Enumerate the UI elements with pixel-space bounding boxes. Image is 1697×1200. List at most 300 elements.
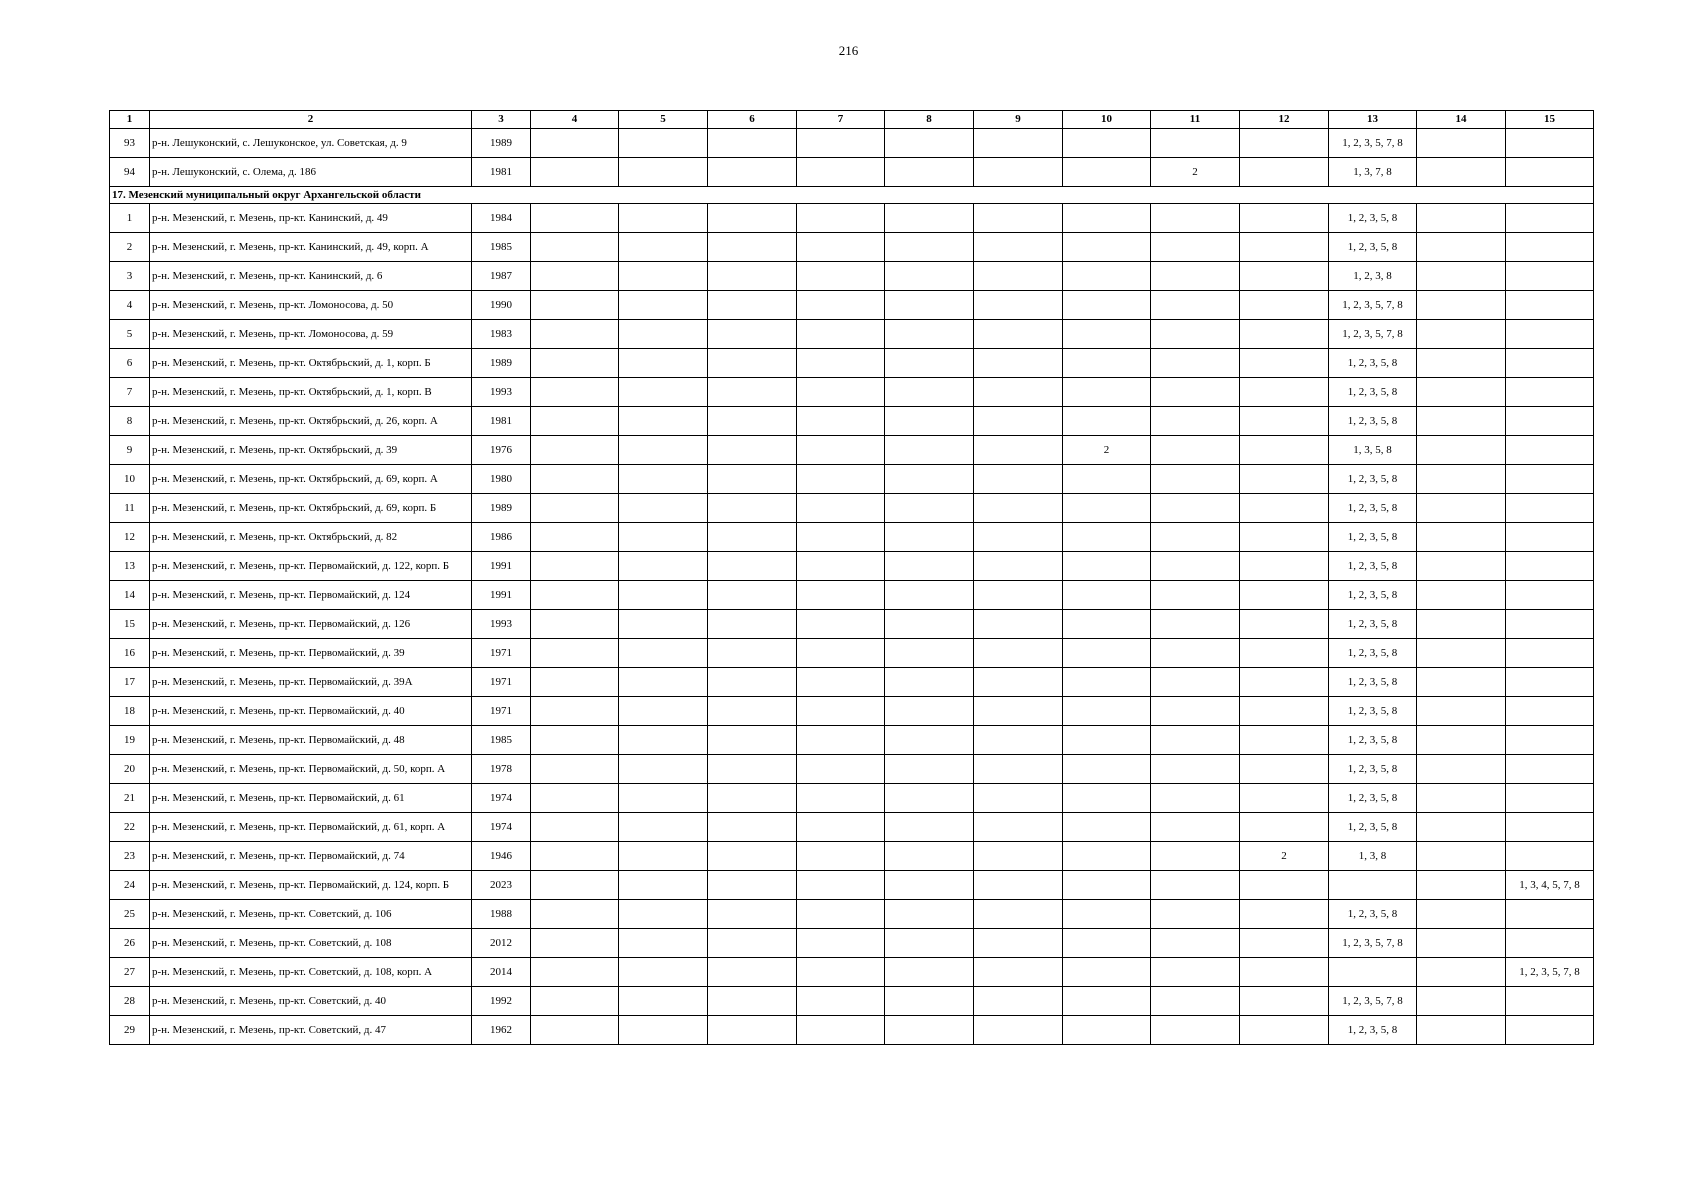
address-cell: р-н. Мезенский, г. Мезень, пр-кт. Первомайский, д. 50, корп. А: [150, 755, 472, 784]
year-cell: 1971: [472, 639, 531, 668]
col-8-cell: [885, 929, 974, 958]
col-13-cell: 1, 2, 3, 5, 8: [1329, 697, 1417, 726]
row-number: 2: [110, 233, 150, 262]
table-row: [110, 929, 1594, 958]
col-11-cell: [1151, 552, 1240, 581]
col-10-cell: [1063, 900, 1151, 929]
col-15-cell: [1506, 291, 1594, 320]
col-5-cell: [619, 1016, 708, 1045]
col-12-cell: [1240, 639, 1329, 668]
col-13-cell: 1, 2, 3, 5, 8: [1329, 1016, 1417, 1045]
col-13-cell: [1329, 958, 1417, 987]
row-number: 9: [110, 436, 150, 465]
col-11-cell: [1151, 320, 1240, 349]
column-header-9: 9: [974, 111, 1063, 129]
col-13-cell: 1, 2, 3, 5, 8: [1329, 610, 1417, 639]
address-cell: р-н. Мезенский, г. Мезень, пр-кт. Первомайский, д. 39: [150, 639, 472, 668]
col-8-cell: [885, 755, 974, 784]
col-9-cell: [974, 233, 1063, 262]
col-5-cell: [619, 523, 708, 552]
col-14-cell: [1417, 233, 1506, 262]
col-6-cell: [708, 958, 797, 987]
col-15-cell: [1506, 349, 1594, 378]
year-cell: 1986: [472, 523, 531, 552]
col-11-cell: [1151, 1016, 1240, 1045]
col-14-cell: [1417, 639, 1506, 668]
table-row: [110, 204, 1594, 233]
col-5-cell: [619, 726, 708, 755]
col-5-cell: [619, 291, 708, 320]
col-6-cell: [708, 465, 797, 494]
col-14-cell: [1417, 610, 1506, 639]
address-cell: р-н. Мезенский, г. Мезень, пр-кт. Первомайский, д. 39А: [150, 668, 472, 697]
table-row: [110, 465, 1594, 494]
col-6-cell: [708, 158, 797, 187]
col-13-cell: 1, 3, 5, 8: [1329, 436, 1417, 465]
col-4-cell: [531, 158, 619, 187]
col-6-cell: [708, 523, 797, 552]
address-cell: р-н. Мезенский, г. Мезень, пр-кт. Первомайский, д. 122, корп. Б: [150, 552, 472, 581]
col-15-cell: [1506, 668, 1594, 697]
col-7-cell: [797, 1016, 885, 1045]
address-cell: р-н. Мезенский, г. Мезень, пр-кт. Советский, д. 108: [150, 929, 472, 958]
col-14-cell: [1417, 958, 1506, 987]
col-7-cell: [797, 436, 885, 465]
col-8-cell: [885, 958, 974, 987]
col-9-cell: [974, 755, 1063, 784]
col-14-cell: [1417, 871, 1506, 900]
address-cell: р-н. Мезенский, г. Мезень, пр-кт. Первомайский, д. 124, корп. Б: [150, 871, 472, 900]
year-cell: 1990: [472, 291, 531, 320]
col-13-cell: 1, 2, 3, 5, 8: [1329, 378, 1417, 407]
col-4-cell: [531, 668, 619, 697]
col-7-cell: [797, 726, 885, 755]
col-6-cell: [708, 1016, 797, 1045]
col-12-cell: [1240, 610, 1329, 639]
col-8-cell: [885, 987, 974, 1016]
col-10-cell: [1063, 233, 1151, 262]
col-13-cell: 1, 2, 3, 5, 7, 8: [1329, 291, 1417, 320]
col-15-cell: [1506, 929, 1594, 958]
col-10-cell: [1063, 871, 1151, 900]
col-6-cell: [708, 871, 797, 900]
row-number: 21: [110, 784, 150, 813]
col-5-cell: [619, 900, 708, 929]
year-cell: 1974: [472, 784, 531, 813]
row-number: 94: [110, 158, 150, 187]
col-11-cell: [1151, 523, 1240, 552]
col-15-cell: [1506, 378, 1594, 407]
col-4-cell: [531, 262, 619, 291]
col-14-cell: [1417, 407, 1506, 436]
table-row: [110, 262, 1594, 291]
col-11-cell: [1151, 726, 1240, 755]
year-cell: 1978: [472, 755, 531, 784]
address-cell: р-н. Мезенский, г. Мезень, пр-кт. Первомайский, д. 124: [150, 581, 472, 610]
col-15-cell: [1506, 233, 1594, 262]
col-4-cell: [531, 494, 619, 523]
col-4-cell: [531, 465, 619, 494]
col-8-cell: [885, 407, 974, 436]
year-cell: 1981: [472, 158, 531, 187]
col-14-cell: [1417, 291, 1506, 320]
col-14-cell: [1417, 465, 1506, 494]
col-10-cell: [1063, 523, 1151, 552]
column-header-5: 5: [619, 111, 708, 129]
col-13-cell: 1, 2, 3, 5, 8: [1329, 233, 1417, 262]
col-13-cell: 1, 2, 3, 5, 7, 8: [1329, 987, 1417, 1016]
col-12-cell: [1240, 784, 1329, 813]
col-12-cell: [1240, 523, 1329, 552]
col-12-cell: [1240, 436, 1329, 465]
col-15-cell: [1506, 842, 1594, 871]
table-row: [110, 987, 1594, 1016]
col-11-cell: [1151, 755, 1240, 784]
col-7-cell: [797, 697, 885, 726]
table-row: [110, 726, 1594, 755]
col-10-cell: [1063, 552, 1151, 581]
col-9-cell: [974, 813, 1063, 842]
col-9-cell: [974, 204, 1063, 233]
col-9-cell: [974, 407, 1063, 436]
row-number: 8: [110, 407, 150, 436]
col-5-cell: [619, 552, 708, 581]
row-number: 18: [110, 697, 150, 726]
col-9-cell: [974, 900, 1063, 929]
row-number: 28: [110, 987, 150, 1016]
col-7-cell: [797, 958, 885, 987]
col-14-cell: [1417, 552, 1506, 581]
row-number: 19: [110, 726, 150, 755]
col-8-cell: [885, 552, 974, 581]
table-row: [110, 291, 1594, 320]
table-row: [110, 494, 1594, 523]
table-row: [110, 958, 1594, 987]
col-11-cell: [1151, 291, 1240, 320]
row-number: 17: [110, 668, 150, 697]
col-9-cell: [974, 581, 1063, 610]
col-9-cell: [974, 639, 1063, 668]
column-header-7: 7: [797, 111, 885, 129]
col-5-cell: [619, 349, 708, 378]
col-7-cell: [797, 813, 885, 842]
col-5-cell: [619, 407, 708, 436]
table-row: [110, 668, 1594, 697]
column-header-3: 3: [472, 111, 531, 129]
col-10-cell: [1063, 784, 1151, 813]
col-4-cell: [531, 871, 619, 900]
col-15-cell: [1506, 436, 1594, 465]
col-13-cell: 1, 2, 3, 5, 8: [1329, 494, 1417, 523]
col-4-cell: [531, 407, 619, 436]
col-11-cell: [1151, 436, 1240, 465]
col-5-cell: [619, 842, 708, 871]
col-4-cell: [531, 349, 619, 378]
col-10-cell: [1063, 813, 1151, 842]
col-12-cell: [1240, 349, 1329, 378]
col-8-cell: [885, 378, 974, 407]
address-cell: р-н. Мезенский, г. Мезень, пр-кт. Октябрьский, д. 39: [150, 436, 472, 465]
col-15-cell: [1506, 900, 1594, 929]
col-14-cell: [1417, 129, 1506, 158]
col-9-cell: [974, 987, 1063, 1016]
col-4-cell: [531, 929, 619, 958]
col-11-cell: [1151, 639, 1240, 668]
address-cell: р-н. Мезенский, г. Мезень, пр-кт. Первомайский, д. 48: [150, 726, 472, 755]
col-15-cell: [1506, 204, 1594, 233]
col-8-cell: [885, 494, 974, 523]
col-8-cell: [885, 465, 974, 494]
table-row: [110, 552, 1594, 581]
row-number: 26: [110, 929, 150, 958]
row-number: 15: [110, 610, 150, 639]
col-13-cell: 1, 2, 3, 5, 8: [1329, 639, 1417, 668]
col-12-cell: [1240, 929, 1329, 958]
col-7-cell: [797, 204, 885, 233]
row-number: 29: [110, 1016, 150, 1045]
col-5-cell: [619, 158, 708, 187]
col-7-cell: [797, 320, 885, 349]
col-4-cell: [531, 552, 619, 581]
row-number: 14: [110, 581, 150, 610]
col-8-cell: [885, 523, 974, 552]
address-cell: р-н. Мезенский, г. Мезень, пр-кт. Советский, д. 40: [150, 987, 472, 1016]
col-12-cell: [1240, 291, 1329, 320]
col-12-cell: [1240, 987, 1329, 1016]
col-11-cell: [1151, 813, 1240, 842]
col-5-cell: [619, 929, 708, 958]
table-body: [110, 129, 1594, 1045]
address-cell: р-н. Лешуконский, с. Лешуконское, ул. Советская, д. 9: [150, 129, 472, 158]
col-12-cell: [1240, 581, 1329, 610]
address-cell: р-н. Мезенский, г. Мезень, пр-кт. Октябрьский, д. 69, корп. А: [150, 465, 472, 494]
col-5-cell: [619, 129, 708, 158]
col-11-cell: [1151, 668, 1240, 697]
table-row: [110, 320, 1594, 349]
col-11-cell: [1151, 697, 1240, 726]
col-10-cell: [1063, 407, 1151, 436]
year-cell: 1980: [472, 465, 531, 494]
col-6-cell: [708, 494, 797, 523]
col-12-cell: [1240, 158, 1329, 187]
col-6-cell: [708, 291, 797, 320]
col-11-cell: [1151, 378, 1240, 407]
col-13-cell: 1, 2, 3, 5, 8: [1329, 900, 1417, 929]
col-8-cell: [885, 233, 974, 262]
row-number: 27: [110, 958, 150, 987]
col-15-cell: [1506, 407, 1594, 436]
col-9-cell: [974, 158, 1063, 187]
col-9-cell: [974, 436, 1063, 465]
col-10-cell: [1063, 158, 1151, 187]
col-13-cell: 1, 2, 3, 5, 8: [1329, 407, 1417, 436]
table-row: [110, 233, 1594, 262]
col-5-cell: [619, 639, 708, 668]
col-10-cell: [1063, 320, 1151, 349]
col-6-cell: [708, 639, 797, 668]
col-11-cell: [1151, 900, 1240, 929]
row-number: 4: [110, 291, 150, 320]
col-12-cell: [1240, 378, 1329, 407]
col-12-cell: [1240, 697, 1329, 726]
col-8-cell: [885, 639, 974, 668]
table-row: [110, 784, 1594, 813]
col-12-cell: [1240, 494, 1329, 523]
col-8-cell: [885, 436, 974, 465]
col-12-cell: [1240, 726, 1329, 755]
col-8-cell: [885, 610, 974, 639]
col-10-cell: [1063, 378, 1151, 407]
year-cell: 2012: [472, 929, 531, 958]
column-header-6: 6: [708, 111, 797, 129]
col-14-cell: [1417, 784, 1506, 813]
col-7-cell: [797, 842, 885, 871]
col-11-cell: [1151, 871, 1240, 900]
column-header-15: 15: [1506, 111, 1594, 129]
col-4-cell: [531, 581, 619, 610]
col-6-cell: [708, 349, 797, 378]
col-6-cell: [708, 581, 797, 610]
col-12-cell: [1240, 900, 1329, 929]
col-6-cell: [708, 929, 797, 958]
col-4-cell: [531, 726, 619, 755]
col-9-cell: [974, 1016, 1063, 1045]
col-6-cell: [708, 233, 797, 262]
col-6-cell: [708, 697, 797, 726]
col-5-cell: [619, 987, 708, 1016]
address-cell: р-н. Мезенский, г. Мезень, пр-кт. Канинский, д. 6: [150, 262, 472, 291]
col-6-cell: [708, 407, 797, 436]
col-12-cell: [1240, 129, 1329, 158]
table-row: [110, 158, 1594, 187]
col-13-cell: 1, 2, 3, 5, 8: [1329, 465, 1417, 494]
col-6-cell: [708, 842, 797, 871]
col-8-cell: [885, 668, 974, 697]
col-5-cell: [619, 494, 708, 523]
table-row: [110, 1016, 1594, 1045]
col-14-cell: [1417, 204, 1506, 233]
col-9-cell: [974, 784, 1063, 813]
col-7-cell: [797, 407, 885, 436]
year-cell: 1987: [472, 262, 531, 291]
row-number: 25: [110, 900, 150, 929]
col-13-cell: 1, 2, 3, 5, 7, 8: [1329, 129, 1417, 158]
year-cell: 1983: [472, 320, 531, 349]
col-9-cell: [974, 320, 1063, 349]
col-5-cell: [619, 204, 708, 233]
table-row: [110, 842, 1594, 871]
row-number: 3: [110, 262, 150, 291]
col-15-cell: [1506, 552, 1594, 581]
col-4-cell: [531, 610, 619, 639]
col-5-cell: [619, 262, 708, 291]
col-5-cell: [619, 697, 708, 726]
col-7-cell: [797, 755, 885, 784]
year-cell: 1993: [472, 610, 531, 639]
col-6-cell: [708, 552, 797, 581]
table-row: [110, 436, 1594, 465]
address-cell: р-н. Мезенский, г. Мезень, пр-кт. Октябрьский, д. 82: [150, 523, 472, 552]
col-11-cell: [1151, 233, 1240, 262]
address-cell: р-н. Мезенский, г. Мезень, пр-кт. Советский, д. 47: [150, 1016, 472, 1045]
col-13-cell: 1, 2, 3, 5, 8: [1329, 523, 1417, 552]
col-15-cell: [1506, 465, 1594, 494]
column-header-10: 10: [1063, 111, 1151, 129]
table-row: [110, 523, 1594, 552]
column-header-12: 12: [1240, 111, 1329, 129]
col-11-cell: [1151, 987, 1240, 1016]
year-cell: 1971: [472, 697, 531, 726]
col-4-cell: [531, 842, 619, 871]
col-4-cell: [531, 233, 619, 262]
col-15-cell: [1506, 1016, 1594, 1045]
col-10-cell: [1063, 465, 1151, 494]
table-row: [110, 813, 1594, 842]
col-7-cell: [797, 987, 885, 1016]
year-cell: 1989: [472, 494, 531, 523]
address-cell: р-н. Мезенский, г. Мезень, пр-кт. Первомайский, д. 74: [150, 842, 472, 871]
col-4-cell: [531, 697, 619, 726]
year-cell: 1992: [472, 987, 531, 1016]
col-15-cell: [1506, 987, 1594, 1016]
col-4-cell: [531, 1016, 619, 1045]
col-7-cell: [797, 349, 885, 378]
column-header-14: 14: [1417, 111, 1506, 129]
col-7-cell: [797, 158, 885, 187]
col-10-cell: [1063, 581, 1151, 610]
col-5-cell: [619, 581, 708, 610]
col-5-cell: [619, 668, 708, 697]
col-8-cell: [885, 129, 974, 158]
address-cell: р-н. Мезенский, г. Мезень, пр-кт. Октябрьский, д. 69, корп. Б: [150, 494, 472, 523]
table-row: [110, 378, 1594, 407]
col-4-cell: [531, 755, 619, 784]
col-15-cell: [1506, 784, 1594, 813]
col-13-cell: 1, 2, 3, 5, 8: [1329, 726, 1417, 755]
col-9-cell: [974, 610, 1063, 639]
col-4-cell: [531, 291, 619, 320]
col-6-cell: [708, 755, 797, 784]
address-cell: р-н. Мезенский, г. Мезень, пр-кт. Ломоносова, д. 50: [150, 291, 472, 320]
col-11-cell: [1151, 929, 1240, 958]
col-9-cell: [974, 129, 1063, 158]
col-11-cell: [1151, 784, 1240, 813]
table-row: [110, 639, 1594, 668]
year-cell: 1989: [472, 349, 531, 378]
column-header-13: 13: [1329, 111, 1417, 129]
section-row: [110, 187, 1594, 204]
data-table: [109, 110, 1594, 1045]
row-number: 7: [110, 378, 150, 407]
col-9-cell: [974, 929, 1063, 958]
col-15-cell: [1506, 523, 1594, 552]
col-7-cell: [797, 871, 885, 900]
col-11-cell: [1151, 581, 1240, 610]
col-7-cell: [797, 129, 885, 158]
col-12-cell: [1240, 204, 1329, 233]
col-14-cell: [1417, 494, 1506, 523]
col-12-cell: [1240, 668, 1329, 697]
year-cell: 1946: [472, 842, 531, 871]
col-6-cell: [708, 784, 797, 813]
col-10-cell: [1063, 639, 1151, 668]
col-7-cell: [797, 900, 885, 929]
col-6-cell: [708, 378, 797, 407]
table-row: [110, 349, 1594, 378]
year-cell: 1985: [472, 726, 531, 755]
col-8-cell: [885, 726, 974, 755]
col-12-cell: [1240, 262, 1329, 291]
